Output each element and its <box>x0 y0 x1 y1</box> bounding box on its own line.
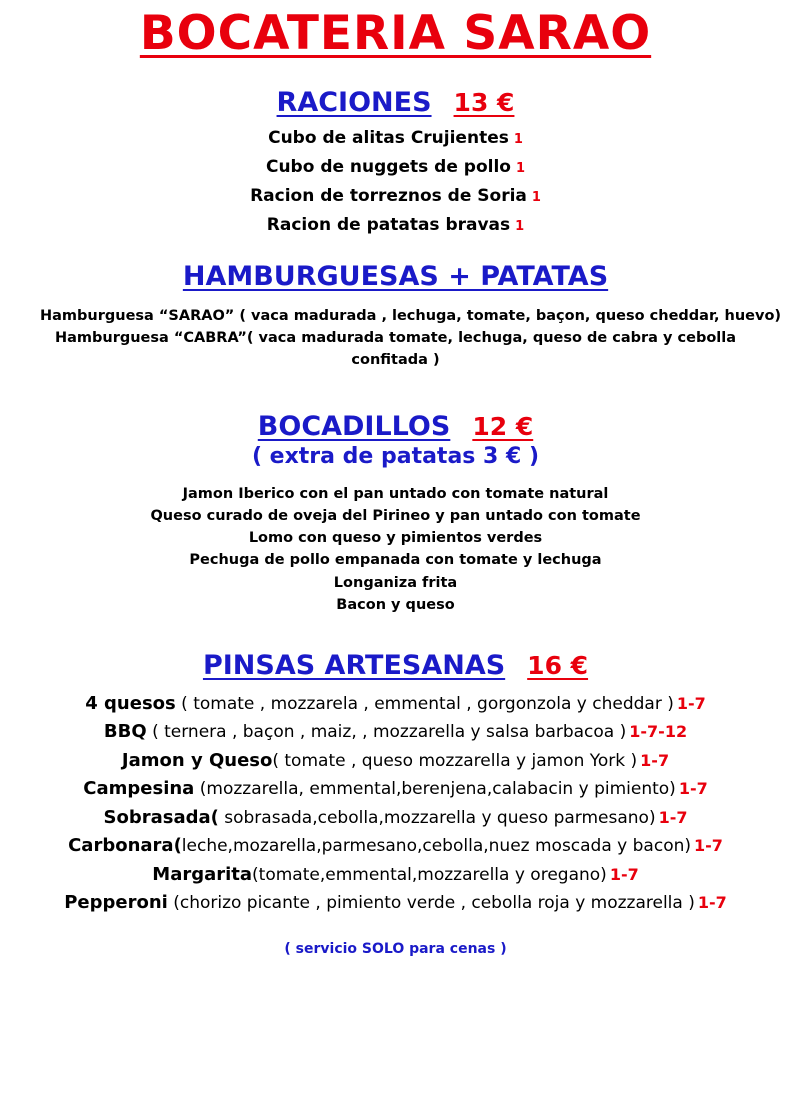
item-description: ( ternera , baçon , maiz, , mozzarella y salsa barbacoa ) <box>152 722 627 743</box>
item-description: (chorizo picante , pimiento verde , cebolla roja y mozzarella ) <box>167 893 695 914</box>
item-name: Pepperoni <box>64 892 168 914</box>
list-item <box>0 835 791 858</box>
page-title: BOCATERIA SARAO <box>139 6 652 61</box>
item-allergens: 1 <box>531 190 541 206</box>
item-name: BBQ <box>103 721 147 743</box>
list-item <box>0 750 791 773</box>
section-title-pinsas: PINSAS ARTESANAS <box>202 649 506 681</box>
list-item: Lomo con queso y pimientos verdes <box>248 530 543 547</box>
section-header-pinsas <box>0 650 791 681</box>
item-description: (mozzarella, emmental,berenjena,calabacin y pimiento) <box>199 779 676 800</box>
list-item-continuation: confitada ) <box>351 351 440 368</box>
item-allergens: 1-7 <box>609 864 639 884</box>
section-title-raciones: RACIONES <box>276 87 432 118</box>
list-item <box>0 807 791 830</box>
item-label: Racion de patatas bravas <box>266 215 511 236</box>
list-item <box>0 693 791 716</box>
menu-page <box>0 6 791 1096</box>
list-item: Pechuga de pollo empanada con tomate y lechuga <box>189 552 602 569</box>
item-name: Sobrasada( <box>103 806 219 828</box>
item-allergens: 1 <box>515 161 526 177</box>
list-item <box>0 864 791 887</box>
item-label: Racion de torreznos de Soria <box>250 186 527 207</box>
item-description: leche,mozarella,parmesano,cebolla,nuez moscada y bacon) <box>181 836 691 857</box>
item-allergens: 1-7 <box>697 893 727 913</box>
list-item <box>0 186 791 206</box>
item-allergens: 1-7 <box>694 836 723 856</box>
section-header-hamburguesas <box>0 261 791 292</box>
pinsas-item-list <box>0 693 791 915</box>
list-item <box>0 892 791 915</box>
item-allergens: 1-7 <box>676 693 706 713</box>
list-item: Jamon Iberico con el pan untado con tomate natural <box>182 486 609 503</box>
section-price-pinsas: 16 € <box>527 650 589 680</box>
item-description: ( tomate , queso mozzarella y jamon York ) <box>272 750 638 771</box>
item-allergens: 1 <box>515 219 525 235</box>
list-item <box>0 215 791 235</box>
list-item: Hamburguesa “CABRA”( vaca madurada tomate, lechuga, queso de cabra y cebolla <box>54 329 737 346</box>
list-item: Queso curado de oveja del Pirineo y pan untado con tomate <box>150 508 641 525</box>
item-name: Jamon y Queso <box>121 749 273 771</box>
item-allergens: 1-7 <box>658 807 688 827</box>
list-item: Bacon y queso <box>336 596 455 613</box>
item-allergens: 1 <box>513 132 523 148</box>
item-allergens: 1-7-12 <box>629 722 688 742</box>
section-price-bocadillos: 12 € <box>472 412 534 442</box>
item-name: 4 quesos <box>85 692 176 714</box>
list-item <box>0 157 791 177</box>
section-subhead-bocadillos: ( extra de patatas 3 € ) <box>251 444 540 470</box>
section-title-bocadillos: BOCADILLOS <box>257 411 451 443</box>
section-header-raciones <box>0 87 791 118</box>
bocadillos-item-list <box>0 483 791 615</box>
item-name: Margarita <box>152 863 253 885</box>
item-name: Campesina <box>83 778 195 800</box>
list-item <box>0 128 791 148</box>
item-description: (tomate,emmental,mozzarella y oregano) <box>252 864 607 885</box>
section-header-bocadillos <box>0 411 791 442</box>
item-label: Cubo de nuggets de pollo <box>265 157 511 178</box>
section-title-hamburguesas: HAMBURGUESAS + PATATAS <box>182 261 609 293</box>
item-allergens: 1-7 <box>640 750 670 770</box>
list-item <box>0 778 791 801</box>
item-description: sobrasada,cebolla,mozzarella y queso parmesano) <box>218 807 656 828</box>
item-allergens: 1-7 <box>678 779 708 799</box>
footer-note: ( servicio SOLO para cenas ) <box>284 940 507 957</box>
section-price-raciones: 13 € <box>453 88 515 117</box>
item-name: Carbonara( <box>68 835 182 857</box>
item-description: ( tomate , mozzarela , emmental , gorgonzola y cheddar ) <box>181 693 674 714</box>
hamburguesas-item-list <box>0 306 791 371</box>
raciones-item-list <box>0 128 791 235</box>
list-item <box>0 721 791 744</box>
list-item: Longaniza frita <box>333 574 458 591</box>
item-label: Cubo de alitas Crujientes <box>268 128 509 149</box>
list-item: Hamburguesa “SARAO” ( vaca madurada , lechuga, tomate, baçon, queso cheddar, huevo) <box>40 308 782 325</box>
